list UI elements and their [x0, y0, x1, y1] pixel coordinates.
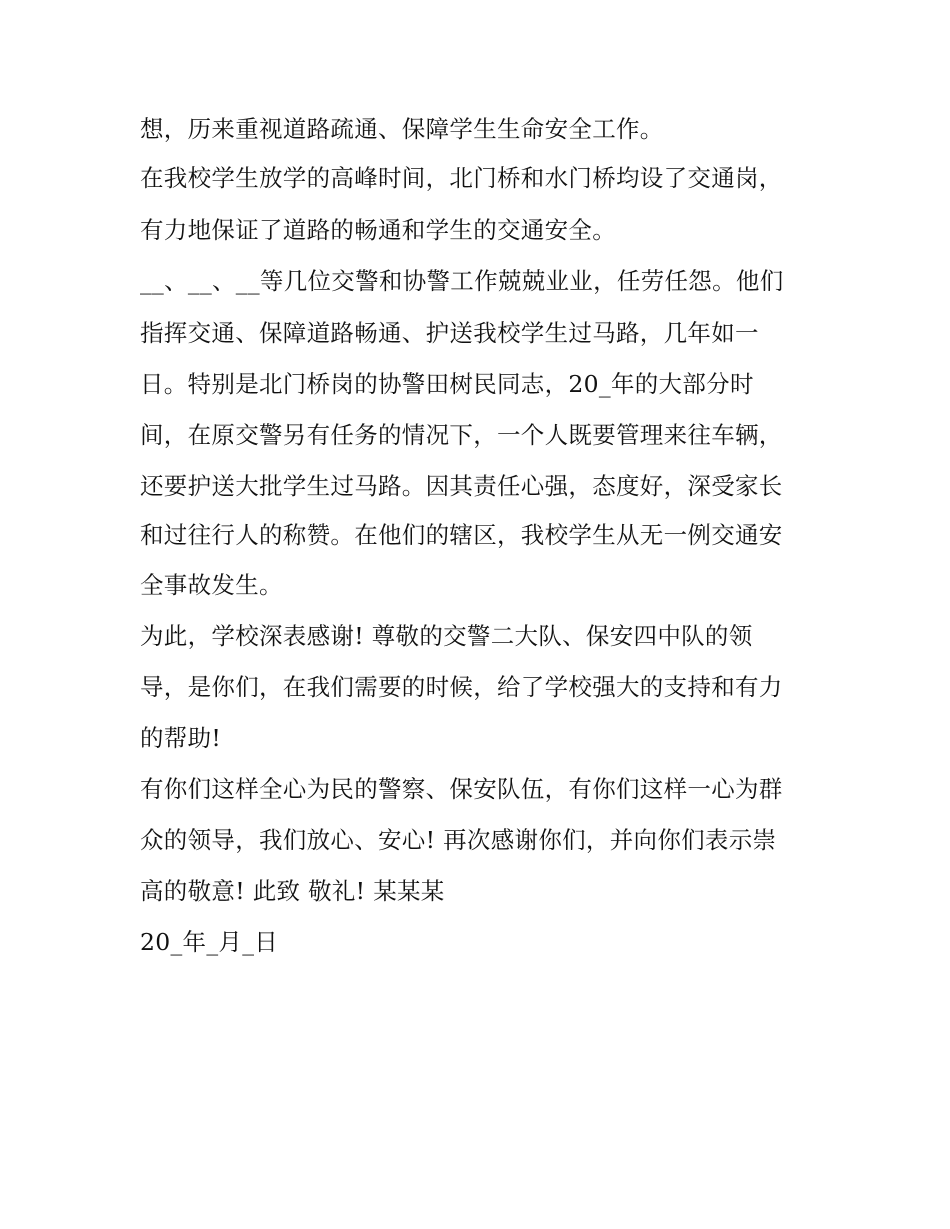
text-line: 指挥交通、保障道路畅通、护送我校学生过马路，几年如一: [140, 319, 759, 347]
text-line: 全事故发生。: [140, 571, 283, 599]
text-line: 高的敬意! 此致 敬礼! 某某某: [140, 877, 445, 905]
text-line: 为此，学校深表感谢! 尊敬的交警二大队、保安四中队的领: [140, 622, 753, 650]
text-line: 有你们这样全心为民的警察、保安队伍，有你们这样一心为群: [140, 775, 783, 803]
text-line: 的帮助!: [140, 724, 222, 752]
text-line: 想，历来重视道路疏通、保障学生生命安全工作。: [140, 115, 664, 143]
text-line: 还要护送大批学生过马路。因其责任心强，态度好，深受家长: [140, 472, 783, 500]
date-line: 20_年_月_日: [140, 928, 279, 956]
text-line: 间，在原交警另有任务的情况下，一个人既要管理来往车辆，: [140, 421, 783, 449]
text-line: 和过往行人的称赞。在他们的辖区，我校学生从无一例交通安: [140, 521, 783, 549]
text-line: 日。特别是北门桥岗的协警田树民同志，20_年的大部分时: [140, 370, 754, 398]
text-line: 众的领导，我们放心、安心! 再次感谢你们，并向你们表示崇: [140, 826, 777, 854]
text-line: 导，是你们，在我们需要的时候，给了学校强大的支持和有力: [140, 673, 783, 701]
text-line: __、__、__等几位交警和协警工作兢兢业业，任劳任怨。他们: [140, 267, 784, 295]
text-line: 有力地保证了道路的畅通和学生的交通安全。: [140, 216, 616, 244]
text-line: 在我校学生放学的高峰时间，北门桥和水门桥均设了交通岗，: [140, 164, 783, 192]
